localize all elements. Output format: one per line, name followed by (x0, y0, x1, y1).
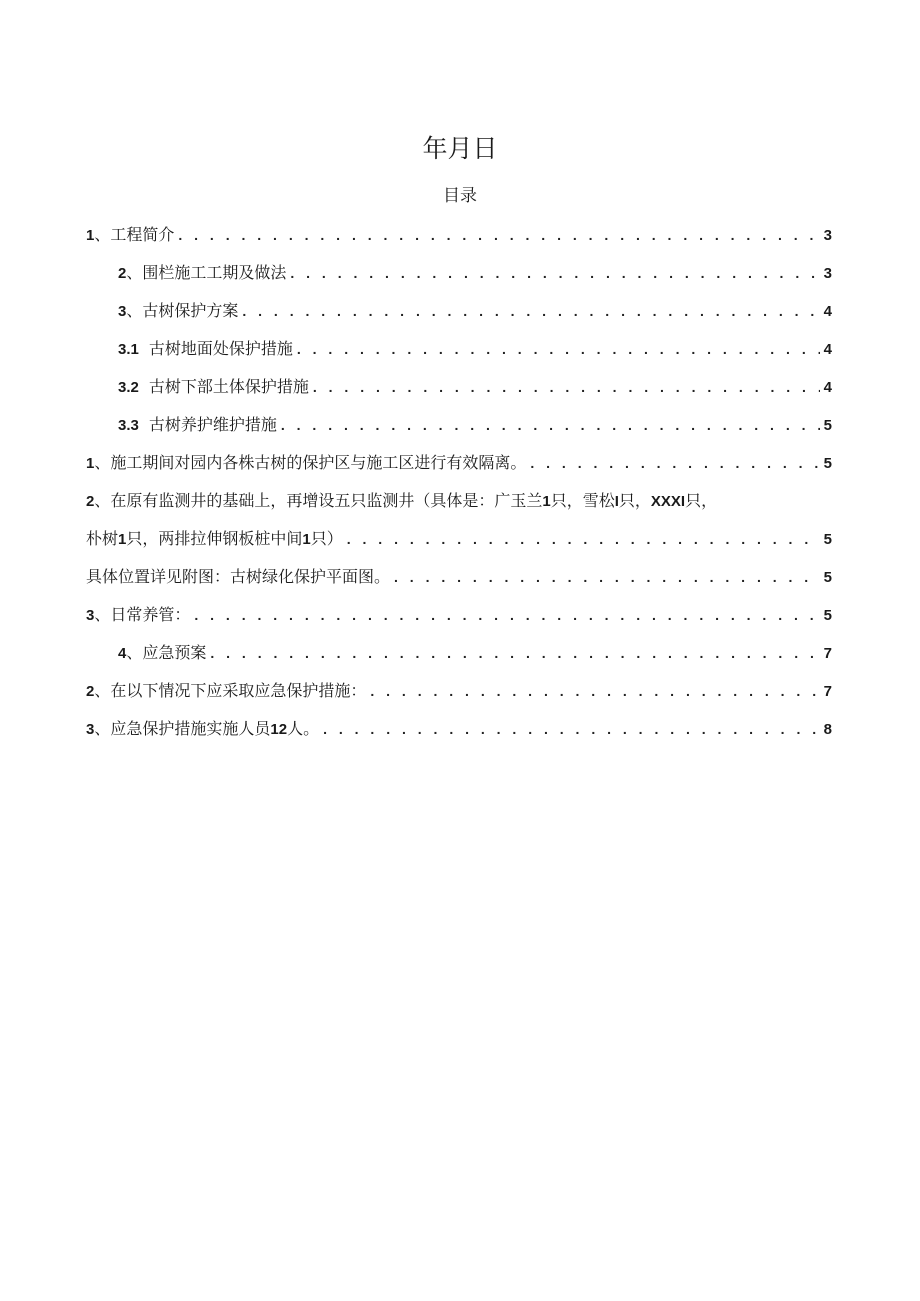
toc-entry-label: 古树地面处保护措施 (148, 339, 293, 358)
toc-entry[interactable] (86, 488, 832, 564)
toc-entry-page: 7 (823, 645, 832, 662)
toc-entry-number: 2 (86, 493, 95, 510)
toc-entry-separator: 、 (126, 643, 143, 662)
toc-entry-page: 5 (823, 455, 832, 472)
toc-entry-number: 2 (118, 265, 127, 282)
toc-entry-page: 3 (823, 265, 832, 282)
toc-entry-separator: 、 (126, 263, 143, 282)
count-value: 1 (302, 531, 311, 548)
toc-entry-separator: 、 (126, 301, 143, 320)
toc-entry-label: 人。 (287, 719, 320, 738)
toc-entry-page: 5 (823, 531, 832, 548)
toc-entry-label: 只， (685, 491, 718, 510)
toc-entry-number: 3.2 (118, 379, 139, 396)
dot-leader (194, 602, 819, 628)
toc-entry-line-1 (86, 488, 832, 526)
count-value: 12 (270, 721, 288, 738)
toc-entry-label: 在以下情况下应采取应急保护措施： (110, 681, 367, 700)
toc-entry[interactable] (86, 412, 832, 450)
toc-entry-page: 7 (823, 683, 832, 700)
toc-entry-label: 只） (310, 529, 343, 548)
dot-leader (178, 222, 819, 248)
toc-entry-page: 5 (823, 607, 832, 624)
dot-leader (313, 374, 820, 400)
toc-entry-number: 1 (86, 455, 95, 472)
toc-entry[interactable] (86, 564, 832, 602)
toc-entry-separator: 、 (94, 453, 111, 472)
count-value: 1 (542, 493, 551, 510)
count-value: XXXI (650, 493, 686, 510)
toc-entry-number: 3.3 (118, 417, 139, 434)
toc-entry-separator: 、 (94, 605, 111, 624)
toc-entry[interactable] (86, 298, 832, 336)
toc-entry[interactable] (86, 450, 832, 488)
toc-entry-label: 日常养管： (110, 605, 191, 624)
toc-entry[interactable] (86, 222, 832, 260)
toc-entry-page: 4 (823, 379, 832, 396)
toc-entry-number: 1 (86, 227, 95, 244)
toc-entry[interactable] (86, 602, 832, 640)
toc-entry-label: 施工期间对园内各株古树的保护区与施工区进行有效隔离。 (110, 453, 527, 472)
table-of-contents (86, 222, 832, 754)
toc-entry-label: 只，两排拉伸钢板桩中间 (126, 529, 303, 548)
toc-entry-label: 工程简介 (110, 225, 175, 244)
dot-leader (530, 450, 819, 476)
dot-leader (297, 336, 820, 362)
toc-entry-label: 具体位置详见附图：古树绿化保护平面图。 (86, 567, 391, 586)
dot-leader (394, 564, 820, 590)
toc-entry[interactable] (86, 374, 832, 412)
toc-entry-label: 只， (618, 491, 651, 510)
toc-entry-number: 4 (118, 645, 127, 662)
toc-entry-label: 应急保护措施实施人员 (110, 719, 271, 738)
dot-leader (281, 412, 820, 438)
dot-leader (290, 260, 819, 286)
toc-entry-page: 4 (823, 303, 832, 320)
dot-leader (210, 640, 819, 666)
toc-entry-separator: 、 (94, 719, 111, 738)
toc-entry-page: 4 (823, 341, 832, 358)
toc-entry[interactable] (86, 336, 832, 374)
count-value: 1 (118, 531, 127, 548)
toc-entry-label: 、在原有监测井的基础上，再增设五只监测井（具体是：广玉兰 (94, 491, 543, 510)
toc-entry-page: 5 (823, 569, 832, 586)
toc-entry-number: 3.1 (118, 341, 139, 358)
toc-entry-number: 3 (86, 607, 95, 624)
toc-entry[interactable] (86, 640, 832, 678)
toc-entry[interactable] (86, 260, 832, 298)
count-value: I (614, 493, 619, 510)
toc-entry-label: 朴树 (86, 529, 119, 548)
dot-leader (347, 526, 820, 552)
toc-entry-page: 3 (823, 227, 832, 244)
toc-entry-separator: 、 (94, 681, 111, 700)
dot-leader (370, 678, 819, 704)
toc-entry-number: 2 (86, 683, 95, 700)
toc-entry[interactable] (86, 716, 832, 754)
toc-entry-number: 3 (118, 303, 127, 320)
toc-entry-label: 围栏施工工期及做法 (142, 263, 287, 282)
toc-entry-separator: 、 (94, 225, 111, 244)
toc-heading: 目录 (443, 186, 477, 206)
toc-entry-label: 只，雪松 (550, 491, 615, 510)
toc-entry-label: 古树养护维护措施 (148, 415, 277, 434)
dot-leader (242, 298, 819, 324)
toc-entry-page: 5 (823, 417, 832, 434)
toc-entry-number: 3 (86, 721, 95, 738)
toc-entry-label: 古树下部土体保护措施 (148, 377, 309, 396)
page-title: 年月日 (422, 134, 498, 163)
toc-entry-label: 应急预案 (142, 643, 207, 662)
toc-entry-page: 8 (823, 721, 832, 738)
toc-entry-label: 古树保护方案 (142, 301, 239, 320)
toc-entry-line-2 (86, 526, 832, 552)
dot-leader (323, 716, 820, 742)
toc-entry[interactable] (86, 678, 832, 716)
